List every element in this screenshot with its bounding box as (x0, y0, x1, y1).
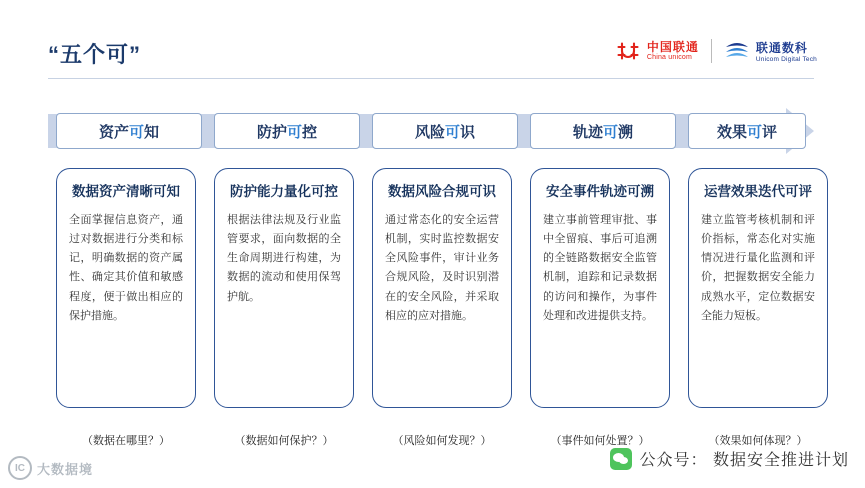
card-list (48, 168, 814, 408)
band-chip-3[interactable] (372, 113, 518, 149)
wechat-icon (610, 448, 632, 470)
caption-1: （数据在哪里？） (82, 435, 170, 447)
caption-2: （数据如何保护？） (234, 435, 334, 447)
band-chip-2[interactable] (214, 113, 360, 149)
card-effect-evaluable[interactable] (688, 168, 828, 408)
unicom-logo-text (647, 41, 699, 61)
card-2-title: 防护能力量化可控 (230, 184, 338, 199)
band-chip-1-highlight: 可 (128, 123, 144, 141)
card-2-body: 根据法律法规及行业监管要求，面向数据的全生命周期进行构建，为数据的流动和使用保驾护航。 (227, 213, 341, 303)
card-5-body: 建立监管考核机制和评价指标，常态化对实施情况进行量化监测和评价，把握数据安全能力成熟水平，定位数据安全能力短板。 (701, 213, 815, 322)
card-asset-knowable[interactable] (56, 168, 196, 408)
band-chip-2-highlight: 可 (286, 123, 302, 141)
card-risk-identifiable[interactable] (372, 168, 512, 408)
caption-3: （风险如何发现？） (392, 435, 492, 447)
udt-logo-cn: 联通数科 (755, 41, 808, 55)
watermark-left (8, 456, 93, 480)
band-chip-5[interactable] (688, 113, 806, 149)
band-chip-2-prefix: 防护 (256, 123, 287, 141)
card-4-body: 建立事前管理审批、事中全留痕、事后可追溯的全链路数据安全监管机制，追踪和记录数据的访问和操作，为事件处理和改进提供支持。 (543, 213, 657, 322)
caption-5: （效果如何体现？） (708, 435, 808, 447)
unicom-digital-tech-logo (724, 39, 817, 63)
band-chip-5-highlight: 可 (746, 123, 762, 141)
band-chip-list (48, 108, 814, 154)
card-trace-traceable[interactable] (530, 168, 670, 408)
watermark-badge-icon: IC (8, 456, 32, 480)
band-chip-1-suffix: 知 (144, 123, 160, 141)
logo-divider (711, 39, 712, 63)
band-chip-2-suffix: 控 (302, 123, 318, 141)
card-protection-controllable[interactable] (214, 168, 354, 408)
card-3-body: 通过常态化的安全运营机制，实时监控数据安全风险事件，审计业务合规风险，及时识别潜在的安全风险，并采取相应的应对措施。 (385, 213, 499, 322)
udt-logo-text (756, 39, 817, 63)
band-chip-4[interactable] (530, 113, 676, 149)
udt-mark-icon (724, 40, 750, 62)
title-divider (48, 78, 814, 79)
card-1-body: 全面掌握信息资产，通过对数据进行分类和标记，明确数据的资产属性、确定其价值和敏感程度，便于做出相应的保护措施。 (69, 213, 183, 322)
china-unicom-logo (615, 38, 699, 64)
card-5-title: 运营效果迭代可评 (704, 184, 812, 199)
watermark-left-text: 大数据境 (37, 461, 94, 477)
caption-4: （事件如何处置？） (550, 435, 650, 447)
card-4-title: 安全事件轨迹可溯 (546, 184, 654, 199)
card-1-title: 数据资产清晰可知 (72, 184, 180, 199)
page-title-wrap (48, 38, 141, 69)
band-chip-4-suffix: 溯 (618, 123, 634, 141)
band-chip-5-prefix: 效果 (716, 123, 747, 141)
watermark-right-text: 公众号： 数据安全推进计划 (639, 452, 849, 469)
unicom-mark-icon (615, 38, 641, 64)
band-chip-3-prefix: 风险 (414, 123, 445, 141)
band-chip-4-highlight: 可 (602, 123, 618, 141)
unicom-logo-cn: 中国联通 (646, 40, 699, 55)
band-chip-3-suffix: 识 (460, 123, 476, 141)
unicom-logo-en: China unicom (646, 53, 693, 61)
logo-group (615, 34, 817, 68)
watermark-right (610, 447, 849, 470)
page-title: “五个可” (48, 42, 142, 67)
band-chip-4-prefix: 轨迹 (572, 123, 603, 141)
card-3-title: 数据风险合规可识 (388, 184, 496, 199)
band-chip-1[interactable] (56, 113, 202, 149)
udt-logo-en: Unicom Digital Tech (755, 56, 817, 63)
band-chip-5-suffix: 评 (762, 123, 778, 141)
band-chip-1-prefix: 资产 (98, 123, 129, 141)
process-band (48, 108, 814, 154)
band-chip-3-highlight: 可 (444, 123, 460, 141)
